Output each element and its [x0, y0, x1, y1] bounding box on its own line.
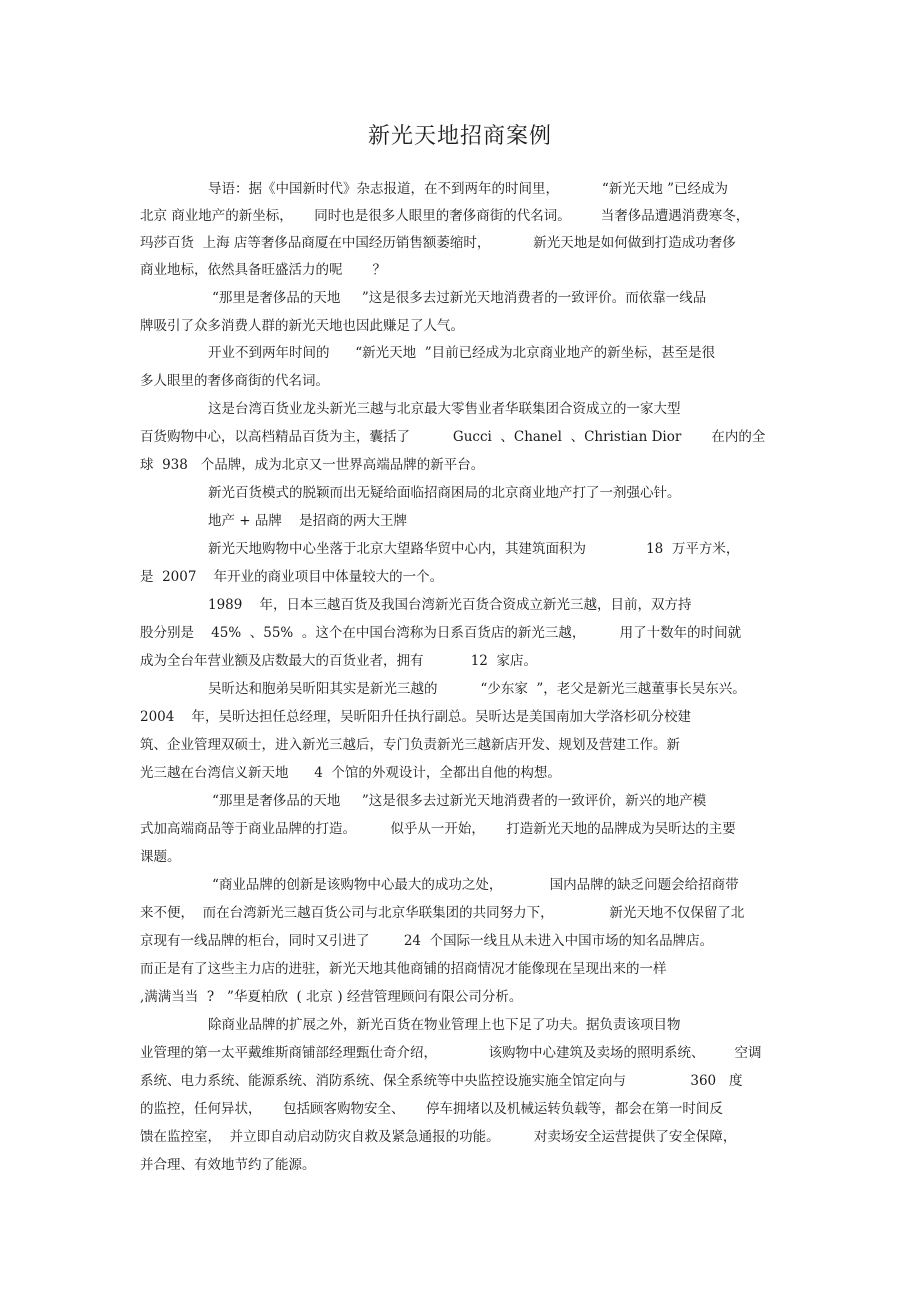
text-line: 北京 商业地产的新坐标， 同时也是很多人眼里的奢侈商街的代名词。 当奢侈品遭遇消费寒冬，	[140, 208, 750, 224]
text-line: 商业地标，依然具备旺盛活力的呢 ？	[140, 262, 387, 278]
text-line: ,满满当当 ? ”华夏柏欣 ( 北京 ) 经营管理顾问有限公司分析。	[140, 989, 523, 1005]
text-line: 多人眼里的奢侈商街的代名词。	[140, 373, 329, 389]
text-line: 1989 年，日本三越百货及我国台湾新光百货合资成立新光三越，目前，双方持	[208, 597, 692, 613]
text-line: “商业品牌的创新是该购物中心最大的成功之处， 国内品牌的缺乏问题会给招商带	[212, 877, 739, 893]
text-line: 并合理、有效地节约了能源。	[140, 1157, 316, 1173]
text-line: 球 938 个品牌，成为北京又一世界高端品牌的新平台。	[140, 457, 485, 473]
text-line: 除商业品牌的扩展之外，新光百货在物业管理上也下足了功夫。据负责该项目物	[208, 1017, 681, 1033]
text-line: 导语：据《中国新时代》杂志报道，在不到两年的时间里， “新光天地 ”已经成为	[208, 181, 729, 197]
text-line: 新光天地购物中心坐落于北京大望路华贸中心内，其建筑面积为 18 万平方米，	[208, 541, 740, 557]
text-line: 牌吸引了众多消费人群的新光天地也因此赚足了人气。	[140, 318, 464, 334]
text-line: 股分别是 45% 、55% 。这个在中国台湾称为日系百货店的新光三越， 用了十数年的时间就	[140, 625, 742, 641]
text-line: 来不便， 而在台湾新光三越百货公司与北京华联集团的共同努力下， 新光天地不仅保留了北	[140, 905, 745, 921]
text-line: 京现有一线品牌的柜台，同时又引进了 24 个国际一线且从未进入中国市场的知名品牌店。	[140, 933, 714, 949]
text-line: 系统、电力系统、能源系统、消防系统、保全系统等中央监控设施实施全馆定向与 360 度	[140, 1073, 743, 1089]
text-line: 课题。	[140, 849, 181, 865]
text-line: 光三越在台湾信义新天地 4 个馆的外观设计，全都出自他的构想。	[140, 765, 561, 781]
text-line: 玛莎百货 上海 店等奢侈品商厦在中国经历销售额萎缩时， 新光天地是如何做到打造成功奢侈	[140, 235, 736, 251]
text-line: 的监控，任何异状， 包括顾客购物安全、 停车拥堵以及机械运转负载等，都会在第一时间反	[140, 1101, 723, 1117]
text-line: 吴昕达和胞弟吴昕阳其实是新光三越的 “少东家 ”，老父是新光三越董事长吴东兴。	[208, 681, 746, 697]
text-line: 百货购物中心，以高档精品百货为主，囊括了 Gucci 、Chanel 、Christian Dior 在内的全	[140, 429, 766, 445]
text-line: “那里是奢侈品的天地 ”这是很多去过新光天地消费者的一致评价，新兴的地产模	[212, 793, 707, 809]
text-line: 2004 年，吴昕达担任总经理，吴昕阳升任执行副总。吴昕达是美国南加大学洛杉矶分校建	[140, 709, 692, 725]
text-line: 新光百货模式的脱颖而出无疑给面临招商困局的北京商业地产打了一剂强心针。	[208, 485, 681, 501]
text-line: 而正是有了这些主力店的进驻，新光天地其他商铺的招商情况才能像现在呈现出来的一样	[140, 961, 667, 977]
text-line: 馈在监控室， 并立即自动启动防灾自救及紧急通报的功能。 对卖场安全运营提供了安全保障，	[140, 1129, 737, 1145]
text-line: 这是台湾百货业龙头新光三越与北京最大零售业者华联集团合资成立的一家大型	[208, 401, 681, 417]
text-line: 是 2007 年开业的商业项目中体量较大的一个。	[140, 569, 444, 585]
document-title: 新光天地招商案例	[367, 124, 552, 149]
text-line: 地产 + 品牌 是招商的两大王牌	[208, 513, 408, 529]
text-line: 业管理的第一太平戴维斯商铺部经理甄仕奇介绍， 该购物中心建筑及卖场的照明系统、 空调	[140, 1045, 762, 1061]
text-line: 开业不到两年时间的 “新光天地 ”目前已经成为北京商业地产的新坐标，甚至是很	[208, 345, 716, 361]
text-line: 成为全台年营业额及店数最大的百货业者，拥有 12 家店。	[140, 653, 537, 669]
text-line: 筑、企业管理双硕士，进入新光三越后，专门负责新光三越新店开发、规划及营建工作。新	[140, 737, 680, 753]
text-line: 式加高端商品等于商业品牌的打造。 似乎从一开始， 打造新光天地的品牌成为吴昕达的主要	[140, 821, 736, 837]
text-line: “那里是奢侈品的天地 ”这是很多去过新光天地消费者的一致评价。而依靠一线品	[212, 290, 707, 306]
